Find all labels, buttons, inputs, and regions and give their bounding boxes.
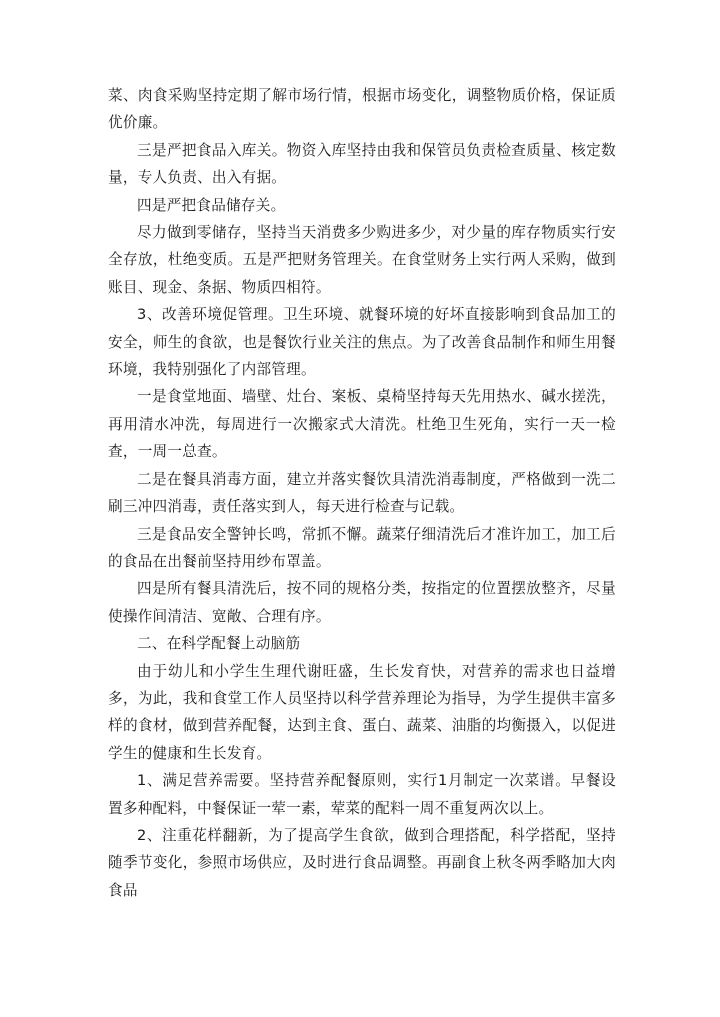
paragraph: 一是食堂地面、墙壁、灶台、案板、桌椅坚持每天先用热水、碱水搓洗，再用清水冲洗，每周进行一次搬家式大清洗。杜绝卫生死角，实行一天一检查，一周一总查。	[108, 388, 616, 461]
paragraph: 四是严把食品储存关。	[137, 196, 286, 214]
section-heading: 二、在科学配餐上动脑筋	[137, 635, 301, 653]
paragraph: 二是在餐具消毒方面，建立并落实餐饮具清洗消毒制度，严格做到一洗二刷三冲四消毒，责任落实到人，每天进行检查与记载。	[108, 470, 616, 516]
paragraph: 尽力做到零储存，坚持当天消费多少购进多少，对少量的库存物质实行安全存放，杜绝变质。五是严把财务管理关。在食堂财务上实行两人采购，做到账目、现金、条据、物质四相符。	[108, 224, 616, 296]
paragraph: 菜、肉食采购坚持定期了解市场行情，根据市场变化，调整物质价格，保证质优价廉。	[108, 87, 616, 132]
document-body	[108, 82, 616, 904]
paragraph: 2、注重花样翻新，为了提高学生食欲，做到合理搭配，科学搭配，坚持随季节变化，参照市场供应，及时进行食品调整。再副食上秋冬两季略加大肉食品	[108, 826, 616, 899]
paragraph: 3、改善环境促管理。卫生环境、就餐环境的好坏直接影响到食品加工的安全，师生的食欲，也是餐饮行业关注的焦点。为了改善食品制作和师生用餐环境，我特别强化了内部管理。	[108, 306, 616, 379]
paragraph: 由于幼儿和小学生生理代谢旺盛，生长发育快，对营养的需求也日益增多，为此，我和食堂工作人员坚持以科学营养理论为指导，为学生提供丰富多样的食材，做到营养配餐，达到主食、蛋白、蔬菜、油脂的均衡摄入，以促进学生的健康和生长发育。	[108, 662, 616, 762]
paragraph: 三是严把食品入库关。物资入库坚持由我和保管员负责检查质量、核定数量，专人负责、出入有据。	[108, 141, 616, 187]
paragraph: 四是所有餐具清洗后，按不同的规格分类，按指定的位置摆放整齐，尽量使操作间清洁、宽敞、合理有序。	[108, 580, 616, 625]
paragraph: 1、满足营养需要。坚持营养配餐原则，实行1月制定一次菜谱。早餐设置多种配料，中餐保证一荤一素，荤菜的配料一周不重复两次以上。	[108, 772, 616, 817]
paragraph: 三是食品安全警钟长鸣，常抓不懈。蔬菜仔细清洗后才准许加工，加工后的食品在出餐前坚持用纱布罩盖。	[108, 525, 616, 570]
